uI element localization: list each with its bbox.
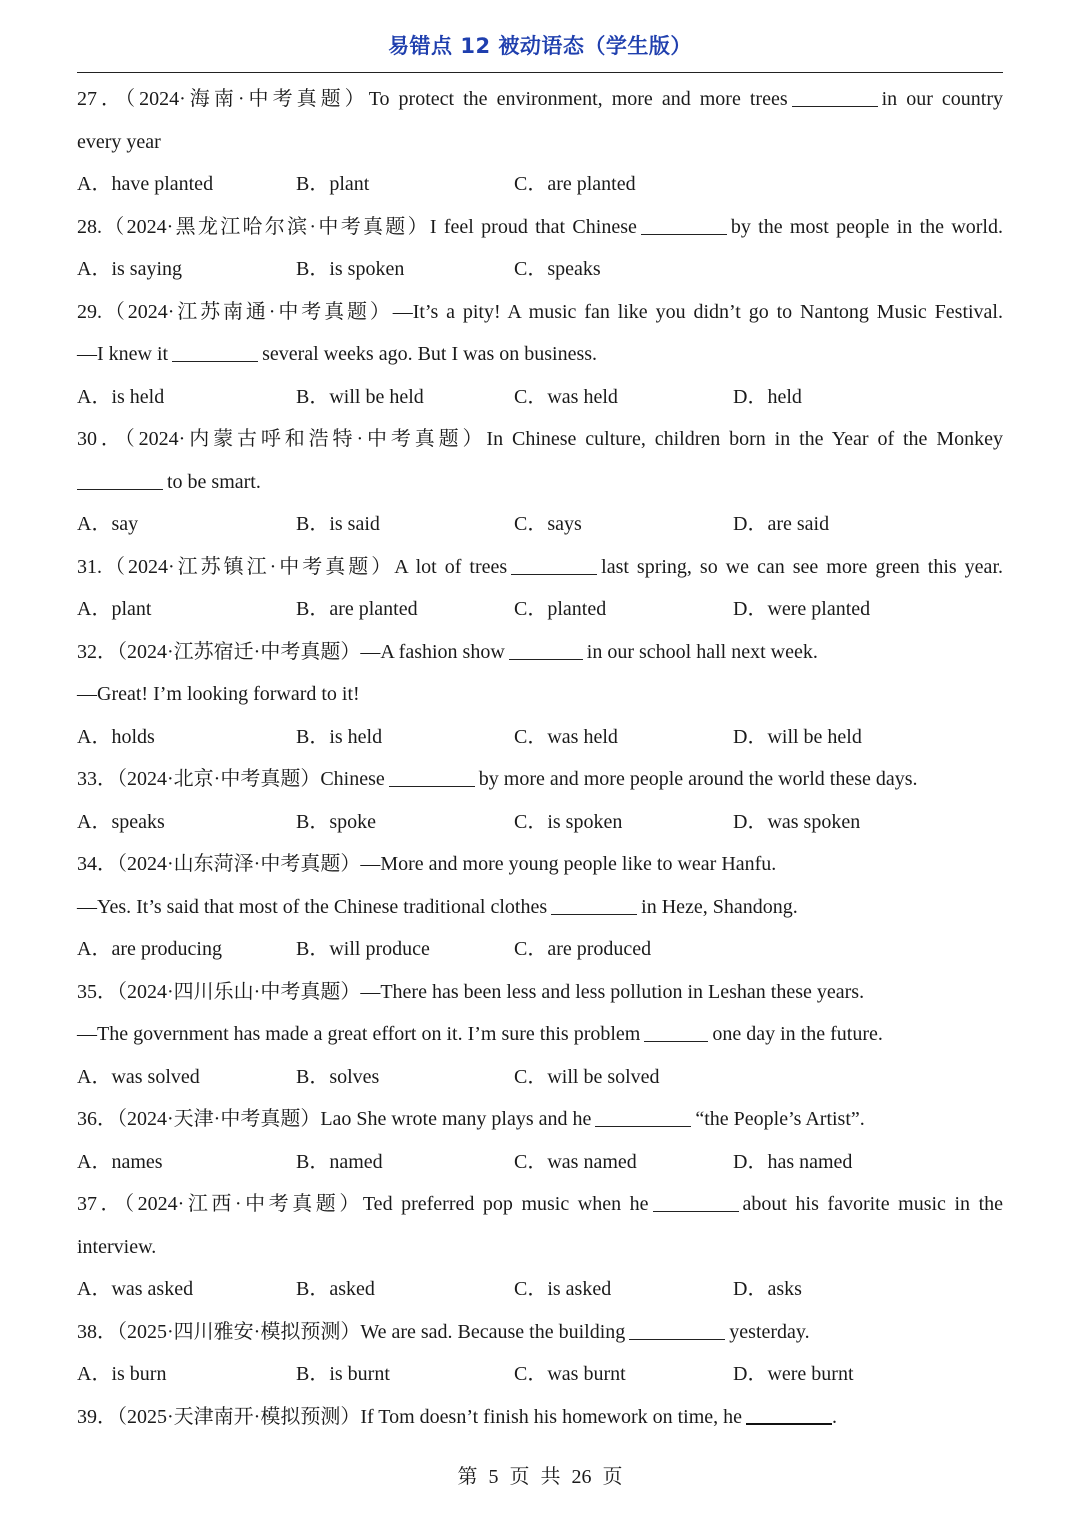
option-b[interactable]: B．solves: [296, 1065, 380, 1088]
option-d[interactable]: D．asks: [733, 1278, 802, 1300]
question-32-options: [77, 716, 1007, 759]
question-36-stem: 36．（2024·天津·中考真题）Lao She wrote many plays and he “the People’s Artist”.: [77, 1098, 1007, 1141]
question-33-stem: 33．（2024·北京·中考真题）Chinese by more and more people around the world these days.: [77, 758, 1007, 801]
option-b[interactable]: B．asked: [296, 1278, 375, 1300]
answer-blank[interactable]: [595, 1104, 691, 1127]
option-b[interactable]: B．are planted: [296, 598, 418, 620]
option-a[interactable]: A．speaks: [77, 810, 165, 833]
option-d[interactable]: D．were planted: [733, 598, 871, 620]
option-d[interactable]: D．has named: [733, 1150, 853, 1173]
answer-blank[interactable]: [511, 552, 597, 575]
question-31-stem: 31.（2024·江苏镇江·中考真题）A lot of trees last spring, so we can see more green this year.: [77, 546, 1003, 589]
question-29-stem-continued: —I knew it several weeks ago. But I was on business.: [77, 333, 1007, 376]
answer-blank[interactable]: [389, 764, 475, 787]
option-a[interactable]: A．is held: [77, 385, 165, 408]
option-c[interactable]: C．are planted: [514, 173, 636, 195]
answer-blank[interactable]: [746, 1401, 832, 1425]
option-a[interactable]: A．have planted: [77, 173, 214, 195]
header-divider: [77, 72, 1003, 73]
question-27-stem: 27．（2024·海南·中考真题）To protect the environment, more and more trees in our country: [77, 78, 1003, 121]
question-35-stem-continued: —The government has made a great effort on it. I’m sure this problem one day in the future.: [77, 1013, 1007, 1056]
option-c[interactable]: C．was held: [514, 725, 618, 748]
total-pages-number: 26: [571, 1466, 592, 1488]
option-d[interactable]: D．are said: [733, 513, 830, 535]
option-b[interactable]: B．is burnt: [296, 1363, 390, 1385]
option-b[interactable]: B．will produce: [296, 938, 430, 960]
option-c[interactable]: C．is spoken: [514, 810, 623, 833]
option-b[interactable]: B．plant: [296, 173, 370, 195]
option-a[interactable]: A．is saying: [77, 258, 182, 280]
option-a[interactable]: A．names: [77, 1150, 163, 1173]
question-32-stem-continued: —Great! I’m looking forward to it!: [77, 683, 360, 705]
question-28-options: [77, 248, 1007, 291]
question-35-options: [77, 1056, 1007, 1099]
question-34-options: [77, 928, 1007, 971]
question-39-stem: 39．（2025·天津南开·模拟预测）If Tom doesn’t finish his homework on time, he .: [77, 1396, 1007, 1439]
page-footer: 第 5 页 共 26 页: [457, 1466, 623, 1488]
question-32-stem: 32．（2024·江苏宿迁·中考真题）—A fashion show in our school hall next week.: [77, 631, 1007, 674]
question-27-stem-continued: every year: [77, 130, 161, 153]
option-a[interactable]: A．say: [77, 513, 139, 535]
option-b[interactable]: B．is held: [296, 725, 383, 748]
option-a[interactable]: A．plant: [77, 598, 152, 620]
option-a[interactable]: A．holds: [77, 725, 155, 748]
current-page-number: 5: [488, 1466, 499, 1488]
option-c[interactable]: C．was burnt: [514, 1363, 626, 1385]
question-30-options: [77, 503, 1007, 546]
option-c[interactable]: C．speaks: [514, 258, 601, 280]
answer-blank[interactable]: [509, 637, 583, 660]
question-30-stem-continued: to be smart.: [77, 461, 1007, 504]
option-b[interactable]: B．will be held: [296, 385, 424, 408]
question-34-stem-continued: —Yes. It’s said that most of the Chinese traditional clothes in Heze, Shandong.: [77, 886, 1007, 929]
option-c[interactable]: C．is asked: [514, 1278, 612, 1300]
question-29-options: [77, 376, 1007, 419]
option-b[interactable]: B．spoke: [296, 810, 376, 833]
option-b[interactable]: B．named: [296, 1150, 383, 1173]
option-a[interactable]: A．was asked: [77, 1278, 194, 1300]
question-38-stem: 38．（2025·四川雅安·模拟预测）We are sad. Because the building yesterday.: [77, 1311, 1007, 1354]
answer-blank[interactable]: [77, 467, 163, 490]
answer-blank[interactable]: [172, 339, 258, 362]
answer-blank[interactable]: [551, 892, 637, 915]
question-list: [77, 78, 1007, 1438]
option-c[interactable]: C．planted: [514, 598, 607, 620]
question-28-stem: 28.（2024·黑龙江哈尔滨·中考真题）I feel proud that Chinese by the most people in the world.: [77, 206, 1003, 249]
question-34-stem: 34．（2024·山东菏泽·中考真题）—More and more young people like to wear Hanfu.: [77, 853, 777, 875]
option-d[interactable]: D．was spoken: [733, 810, 861, 833]
question-31-options: [77, 588, 1007, 631]
option-c[interactable]: C．are produced: [514, 938, 652, 960]
option-d[interactable]: D．will be held: [733, 725, 862, 748]
question-29-stem: 29.（2024·江苏南通·中考真题）—It’s a pity! A music fan like you didn’t go to Nantong Music Festival.: [77, 300, 1003, 323]
question-38-options: [77, 1353, 1007, 1396]
question-37-stem: 37．（2024·江西·中考真题）Ted preferred pop music when he about his favorite music in the: [77, 1183, 1003, 1226]
option-c[interactable]: C．will be solved: [514, 1065, 660, 1088]
page-header-title: 易错点 12 被动语态（学生版）: [388, 34, 692, 58]
option-c[interactable]: C．was named: [514, 1150, 637, 1173]
answer-blank[interactable]: [792, 84, 878, 107]
question-35-stem: 35．（2024·四川乐山·中考真题）—There has been less and less pollution in Leshan these years.: [77, 980, 865, 1003]
option-c[interactable]: C．says: [514, 513, 582, 535]
option-d[interactable]: D．were burnt: [733, 1363, 854, 1385]
question-30-stem: 30．（2024·内蒙古呼和浩特·中考真题）In Chinese culture, children born in the Year of the Monkey: [77, 428, 1003, 450]
option-b[interactable]: B．is said: [296, 513, 380, 535]
question-37-stem-continued: interview.: [77, 1235, 157, 1258]
question-27-options: [77, 163, 1007, 206]
option-a[interactable]: A．is burn: [77, 1363, 167, 1385]
option-b[interactable]: B．is spoken: [296, 258, 405, 280]
answer-blank[interactable]: [653, 1189, 739, 1212]
question-36-options: [77, 1141, 1007, 1184]
option-d[interactable]: D．held: [733, 385, 802, 408]
option-c[interactable]: C．was held: [514, 385, 618, 408]
option-a[interactable]: A．are producing: [77, 938, 222, 960]
question-37-options: [77, 1268, 1007, 1311]
option-a[interactable]: A．was solved: [77, 1065, 200, 1088]
answer-blank[interactable]: [641, 212, 727, 235]
answer-blank[interactable]: [644, 1019, 708, 1042]
question-33-options: [77, 801, 1007, 844]
answer-blank[interactable]: [629, 1317, 725, 1340]
